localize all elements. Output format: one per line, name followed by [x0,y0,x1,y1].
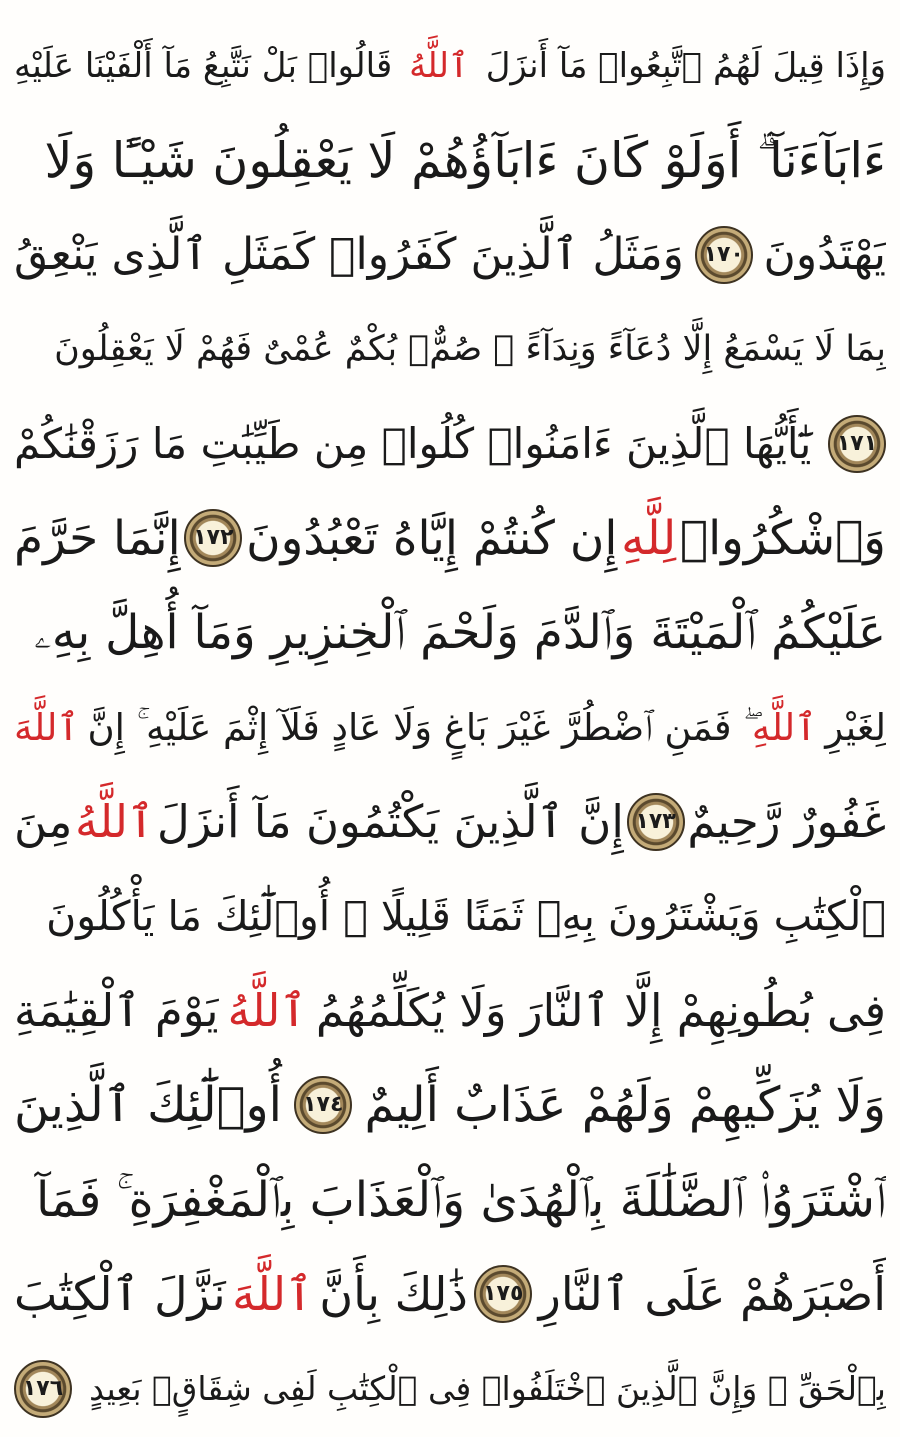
verse-line [14,396,886,491]
verse-text: عَلَيْكُمُ ٱلْمَيْتَةَ وَٱلدَّمَ وَلَحْمَ ٱلْخِنزِيرِ وَمَآ أُهِلَّ بِهِۦ [34,605,886,660]
verse-text: إِنَّ ٱلَّذِينَ يَكْتُمُونَ مَآ أَنزَلَ [156,795,624,848]
verse-number-marker: ١٧١ [828,415,886,473]
verse-text: وَٱشْكُرُوا۟ [679,510,886,566]
verse-line [14,680,886,775]
verse-line [14,774,886,869]
verse-number-marker: ١٧٠ [695,226,753,284]
verse-line [14,1247,886,1342]
verse-text: وَإِذَا قِيلَ لَهُمُ ٱتَّبِعُوا۟ مَآ أَنزَلَ [485,45,886,86]
divine-name-text: ٱللَّهَ [14,705,80,749]
divine-name-text: ٱللَّهَ [232,1267,313,1321]
verse-text: ذَٰلِكَ بِأَنَّ [319,1267,468,1321]
verse-text: يَهْتَدُونَ [763,228,886,280]
divine-name-text: لِلَّهِ [621,510,677,566]
divine-name-text: ٱللَّهُ [227,984,307,1037]
divine-name-text: ٱللَّهُ [409,45,469,86]
verse-text: يَوْمَ ٱلْقِيَٰمَةِ [14,984,219,1037]
verse-text: وَلَا يُزَكِّيهِمْ وَلَهُمْ عَذَابٌ أَلِيمٌ [364,1077,886,1133]
verse-text: يَٰٓأَيُّهَا ٱلَّذِينَ ءَامَنُوا۟ كُلُوا۟ مِن طَيِّبَٰتِ مَا رَزَقْنَٰكُمْ [14,418,812,468]
verse-number-marker: ١٧٦ [14,1360,72,1418]
verse-line [14,1152,886,1247]
verse-line [14,869,886,964]
verse-text: أَصْبَرَهُمْ عَلَى ٱلنَّارِ [538,1267,886,1321]
verse-number-marker: ١٧٥ [474,1265,532,1323]
verse-line [14,1341,886,1436]
verse-number-marker: ١٧٤ [294,1076,352,1134]
verse-text: ءَابَآءَنَآ ۗ أَوَلَوْ كَانَ ءَابَآؤُهُمْ لَا يَعْقِلُونَ شَيْـًٔا وَلَا [44,131,886,189]
verse-text: قَالُوا۟ بَلْ نَتَّبِعُ مَآ أَلْفَيْنَا عَلَيْهِ [14,45,393,86]
verse-text: بِمَا لَا يَسْمَعُ إِلَّا دُعَآءً وَنِدَآءً ۚ صُمٌّۢ بُكْمٌ عُمْىٌ فَهُمْ لَا يَعْقِلُونَ [54,328,886,369]
verse-line [14,1058,886,1153]
verse-text: ۖ فَمَنِ ٱضْطُرَّ غَيْرَ بَاغٍ وَلَا عَادٍ فَلَآ إِثْمَ عَلَيْهِ ۚ إِنَّ [87,705,744,749]
verse-text: بِٱلْحَقِّ ۗ وَإِنَّ ٱلَّذِينَ ٱخْتَلَفُوا۟ فِى ٱلْكِتَٰبِ لَفِى شِقَاقٍۭ بَعِيدٍ [89,1369,886,1408]
verse-text: نَزَّلَ ٱلْكِتَٰبَ [14,1267,226,1321]
verse-line [14,113,886,208]
verse-number-marker: ١٧٢ [184,509,242,567]
verse-line [14,18,886,113]
verse-number-marker: ١٧٣ [627,793,685,851]
verse-text: إِن كُنتُمْ إِيَّاهُ تَعْبُدُونَ [246,510,618,566]
verse-line [14,585,886,680]
divine-name-text: ٱللَّهُ [75,795,155,848]
divine-name-text: ٱللَّهِ [751,705,817,749]
verse-text: وَمَثَلُ ٱلَّذِينَ كَفَرُوا۟ كَمَثَلِ ٱلَّذِى يَنْعِقُ [14,228,684,280]
verse-text: ٱلْكِتَٰبِ وَيَشْتَرُونَ بِهِۦ ثَمَنًا قَلِيلًا ۙ أُو۟لَٰٓئِكَ مَا يَأْكُلُونَ [46,891,886,940]
verse-text: إِنَّمَا حَرَّمَ [14,510,181,566]
verse-text: مِنَ [14,795,73,848]
verse-line [14,302,886,397]
verse-text: لِغَيْرِ [825,705,886,749]
verse-line [14,963,886,1058]
verse-text: أُو۟لَٰٓئِكَ ٱلَّذِينَ [14,1077,282,1133]
verse-line [14,207,886,302]
verse-line [14,491,886,586]
verse-text: ٱشْتَرَوُا۟ ٱلضَّلَٰلَةَ بِٱلْهُدَىٰ وَٱلْعَذَابَ بِٱلْمَغْفِرَةِ ۚ فَمَآ [35,1171,886,1228]
verse-text: فِى بُطُونِهِمْ إِلَّا ٱلنَّارَ وَلَا يُكَلِّمُهُمُ [315,984,886,1037]
verse-text: غَفُورٌ رَّحِيمٌ [687,795,886,848]
